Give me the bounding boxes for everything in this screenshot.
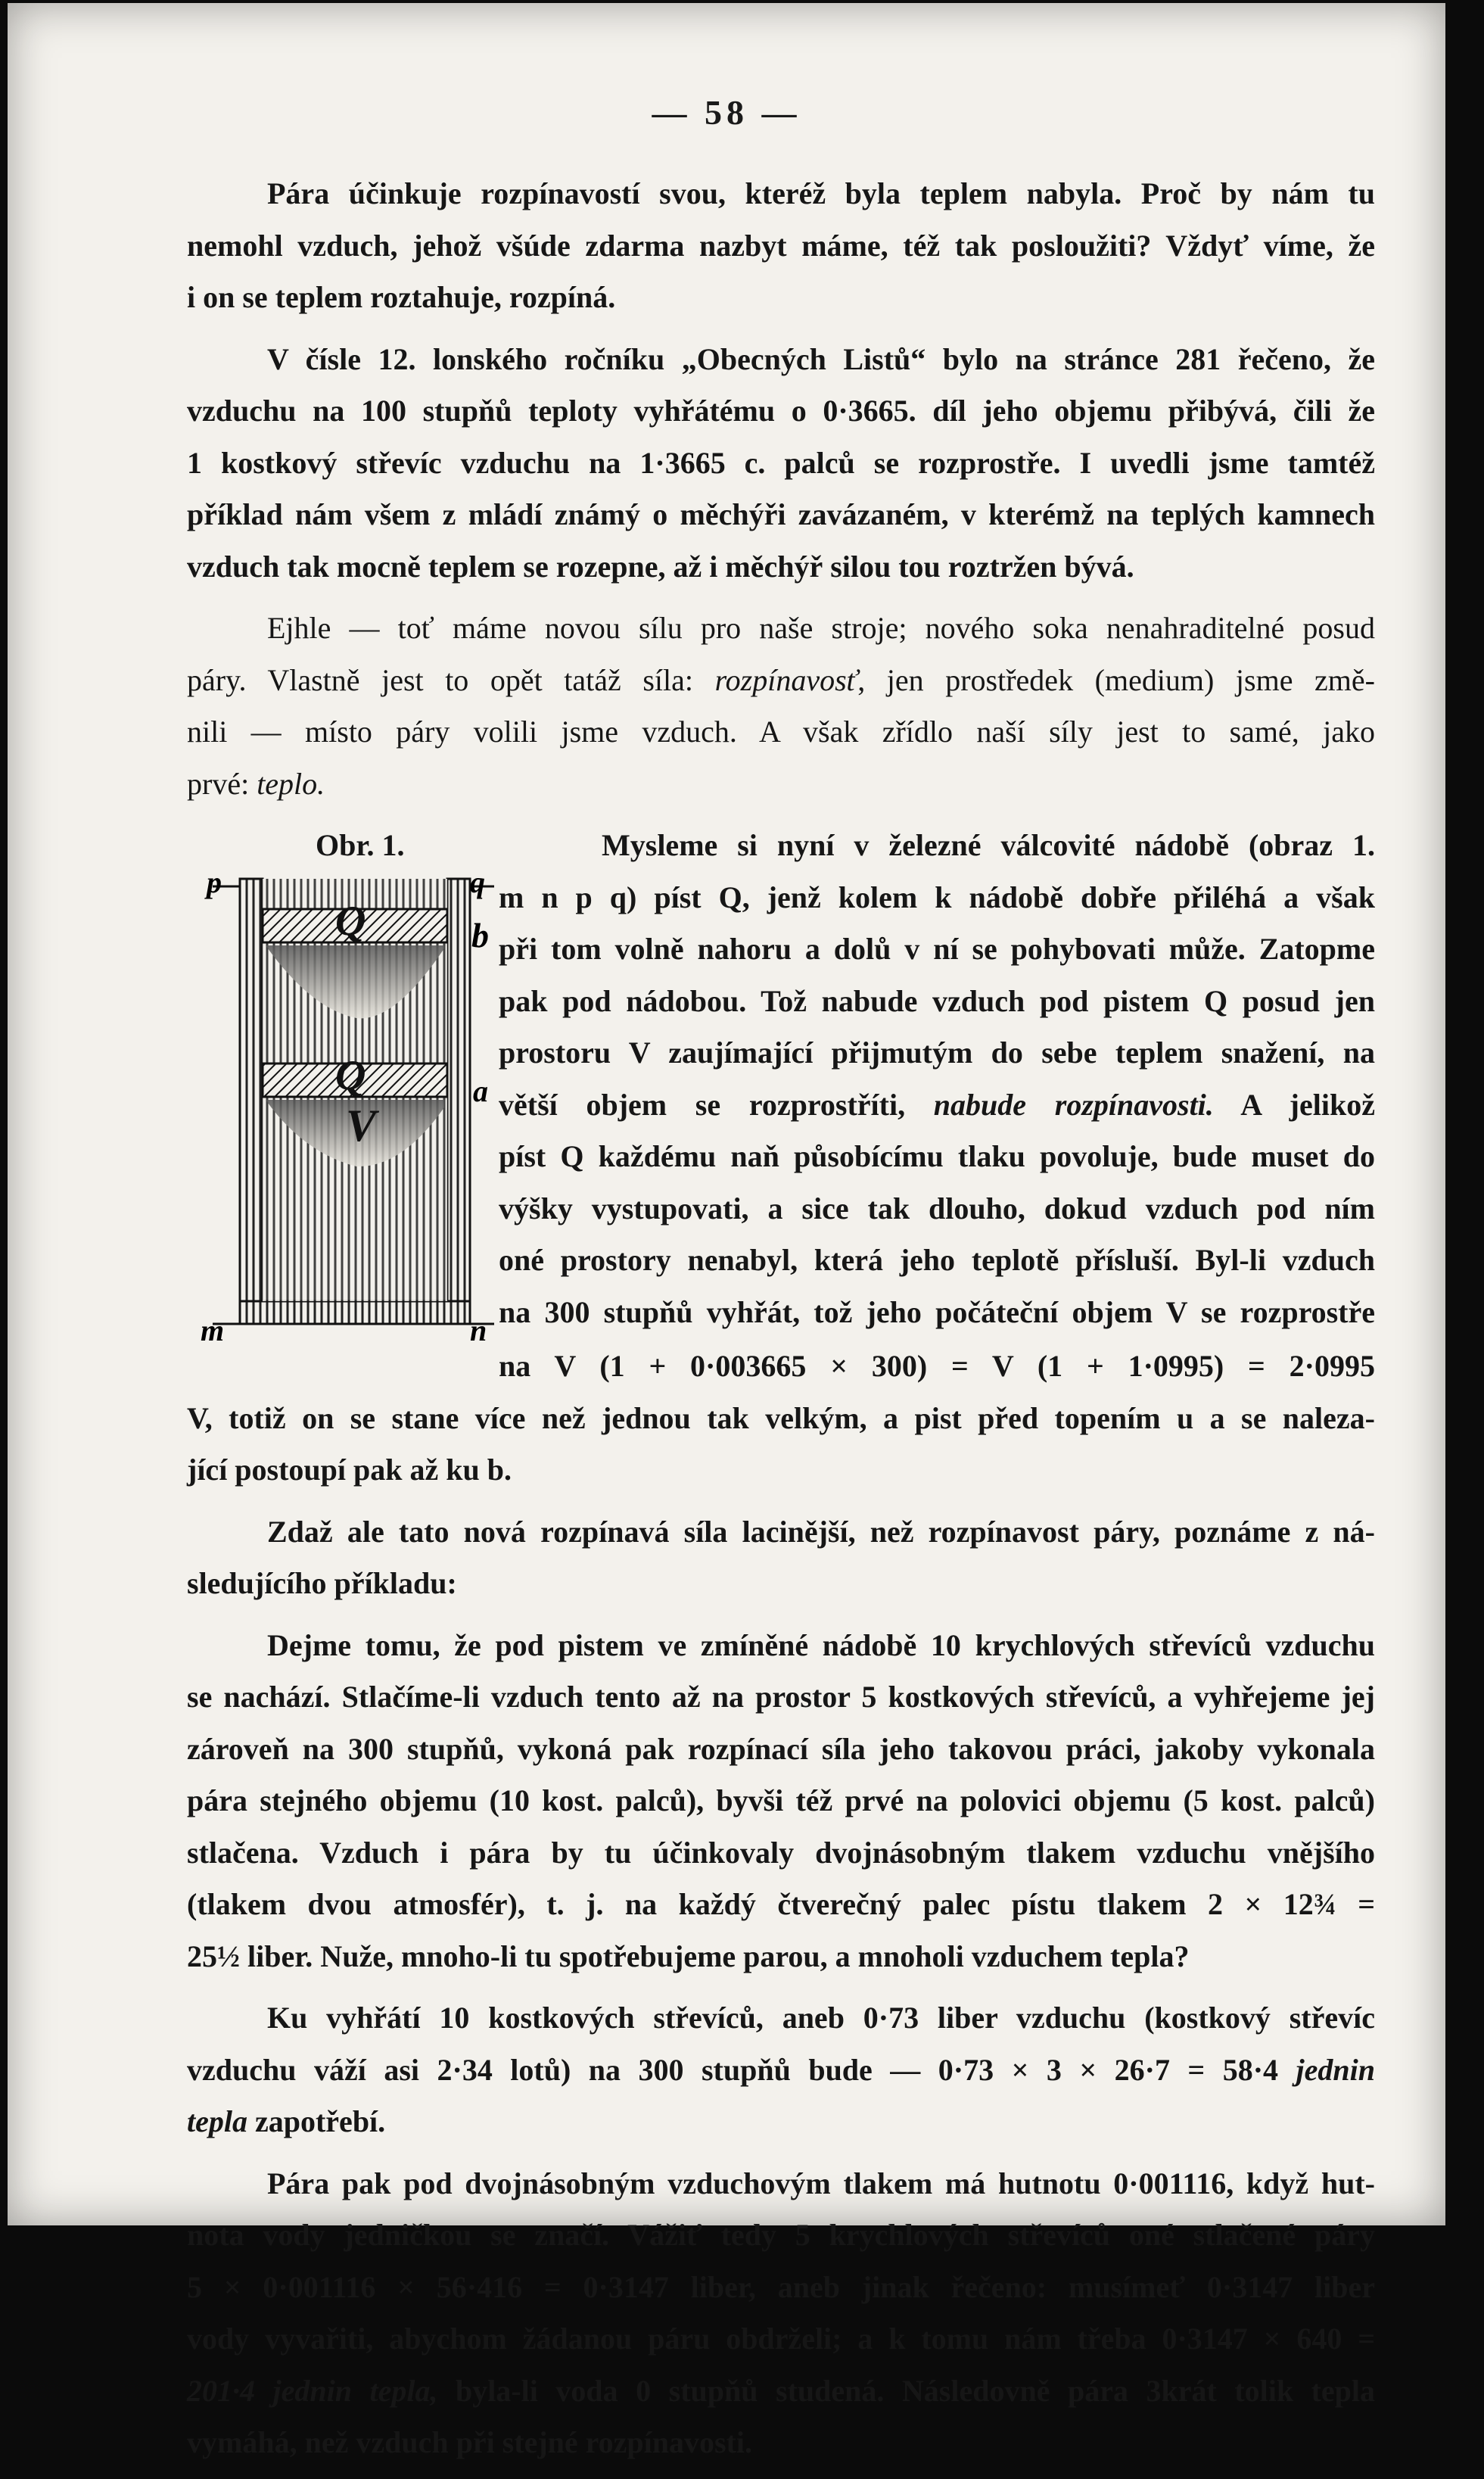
text-span: zapotřebí. [247,2104,386,2138]
text-line: Pára účinkuje rozpínavostí svou, kteréž byla teplem nabyla. Proč by nám tu [267,176,1375,210]
text-line: 25½ liber. Nuže, mnoho-li tu spotřebujeme parou, a mnoholi vzduchem tepla? [187,1939,1190,1973]
label-m: m [201,1313,225,1341]
text-line: při tom volně nahoru a dolů v ní se pohybovati může. Zatopme [499,932,1375,966]
text-span: A jelikož [1213,1087,1375,1122]
text-span: , jen prostředek (medium) jsme změ- [857,662,1375,697]
text-line: vzduch tak mocně teplem se rozepne, až i měchýř silou tou roztržen bývá. [187,549,1134,584]
figure-block [187,820,1375,1341]
cylinder-left-wall [240,879,263,1324]
text-line: 5 × 0·001116 × 56·416 = 0·3147 liber, aneb jinak řečeno: musímeť 0·3147 liber [187,2269,1375,2304]
text-line: pára stejného objemu (10 kost. palců), byvši též prvé na polovici objemu (5 kost. palců) [187,1783,1375,1817]
text-line: Pára pak pod dvojnásobným vzduchovým tlakem má hutnotu 0·001116, když hut- [267,2166,1375,2200]
text-line: Zdaž ale tato nová rozpínavá síla lacinější, než rozpínavost páry, poznáme z ná- [267,1514,1375,1549]
label-q-upper: Q [335,898,366,945]
label-a: a [473,1074,488,1108]
text-line [187,758,1375,811]
paragraph-3 [187,603,1375,810]
paragraph-7 [187,1992,1375,2148]
text-line: prostoru V zaujímající přijmutým do sebe teplem snažení, na [499,1036,1375,1070]
text-line: zároveň na 300 stupňů, vykoná pak rozpínací síla jeho takovou práci, jakoby vykonala [187,1731,1375,1766]
label-n: n [470,1313,487,1341]
label-v: V [346,1101,377,1151]
paragraph-5 [187,1506,1375,1610]
text-line: pak pod nádobou. Tož nabude vzduch pod pistem Q posud jen [499,983,1375,1018]
text-line: stlačena. Vzduch i pára by tu účinkovaly dvojnásobným tlakem vzduchu vnějšího [187,1835,1375,1870]
text-line: Ejhle — toť máme novou sílu pro naše stroje; nového soka nenahraditelné posud [267,611,1375,645]
page-number: — 58 — [652,93,801,132]
emphasis-nabude: nabude rozpínavosti. [933,1087,1214,1122]
text-line: Ku vyhřátí 10 kostkových střevíců, aneb 0·73 liber vzduchu (kostkový střevíc [267,2001,1375,2035]
text-line: oné prostory nenabyl, která jeho teplotě přísluší. Byl-li vzduch [499,1243,1375,1277]
label-b: b [471,916,489,955]
text-line: vzduchu na 100 stupňů teploty vyhřátému o 0·3665. díl jeho objemu přibývá, čili že [187,394,1375,428]
cylinder-bottom [240,1301,470,1324]
label-q-lower: Q [335,1052,366,1099]
equation-line: na V (1 + 0·003665 × 300) = V (1 + 1·0995) = 2·0995 [499,1349,1375,1383]
emphasis-tepla: tepla [187,2104,247,2138]
page-body [187,168,1375,2479]
text-line: sledujícího příkladu: [187,1566,457,1600]
text-line: Mysleme si nyní v železné válcovité nádobě (obraz 1. [602,828,1375,862]
text-line: V, totiž on se stane více než jednou tak velkým, a pist před topením u a se naleza- [187,1400,1375,1435]
text-line: výšky vystupovati, a sice tak dlouho, dokud vzduch pod ním [499,1191,1375,1225]
label-q: q [470,865,485,899]
text-line [187,2365,1375,2418]
text-span: větší objem se rozprostříti, [499,1087,934,1122]
text-line: i on se teplem roztahuje, rozpíná. [187,280,616,314]
label-p: p [207,865,222,899]
text-line [187,2045,1375,2097]
figure-continuation [187,1341,1375,1496]
text-span: vzduchu váží asi 2·34 lotů) na 300 stupňů bude — 0·73 × 3 × 26·7 = 58·4 [187,2052,1296,2087]
paragraph-6 [187,1620,1375,1983]
text-line [499,1079,1375,1132]
text-line: V čísle 12. lonského ročníku „Obecných Listů“ bylo na stránce 281 řečeno, že [267,341,1375,376]
text-line [187,655,1375,707]
text-line: nota vody jedničkou se značí. Vážiť tedy 5 krychlových střevíců oné stlačené páry [187,2218,1375,2252]
text-line: vody vyvařiti, abychom žádanou páru obdrželi; a k tomu nám třeba 0·3147 × 640 = [187,2322,1375,2356]
text-line: nili — místo páry volili jsme vzduch. A však zřídlo naší síly jest to samé, jako [187,715,1375,749]
text-line: m n p q) píst Q, jenž kolem k nádobě dobře přiléhá a však [499,880,1375,914]
figure-caption: Obr. 1. [316,828,405,862]
paragraph-2 [187,334,1375,593]
text-line: Dejme tomu, že pod pistem ve zmíněné nádobě 10 krychlových střevíců vzduchu [267,1627,1375,1662]
emphasis-jednin: jednin [1296,2052,1375,2087]
cylinder-diagram [198,820,499,1341]
text-line: nemohl vzduch, jehož všúde zdarma nazbyt máme, též tak posloužiti? Vždyť víme, že [187,228,1375,263]
figure-1 [198,820,499,1341]
text-line [187,2096,1375,2148]
paragraph-1 [187,168,1375,324]
text-line: 1 kostkový střevíc vzduchu na 1·3665 c. palců se rozprostře. I uvedli jsme tamtéž [187,445,1375,480]
text-span: prvé: [187,766,257,801]
emphasis-jednin-tepla: 201·4 jednin tepla, [187,2373,438,2408]
text-line: (tlakem dvou atmosfér), t. j. na každý čtverečný palec pístu tlakem 2 × 12¾ = [187,1887,1375,1921]
emphasis-rozpinavost: rozpínavosť [714,662,858,697]
paragraph-8 [187,2158,1375,2469]
text-line: na 300 stupňů vyhřát, tož jeho počáteční objem V se rozprostře [499,1294,1375,1329]
text-line: se nachází. Stlačíme-li vzduch tento až na prostor 5 kostkových střevíců, a vyhřejeme jej [187,1680,1375,1714]
text-line: jící postoupí pak až ku b. [187,1453,512,1487]
book-page [8,3,1445,2459]
text-line: vymáhá, než vzduch při stejné rozpínavosti. [187,2425,753,2459]
text-line: příklad nám všem z mládí známý o měchýři zavázaném, v kterémž na teplých kamnech [187,497,1375,531]
emphasis-teplo: teplo. [257,766,325,801]
text-span: páry. Vlastně jest to opět tatáž síla: [187,662,715,697]
text-span: byla-li voda 0 stupňů studená. Následovně pára 3krát tolik tepla [437,2373,1376,2408]
text-line: píst Q každému naň působícímu tlaku povoluje, bude muset do [499,1139,1375,1173]
cylinder-right-wall [447,879,470,1324]
figure-side-text [499,820,1375,1338]
